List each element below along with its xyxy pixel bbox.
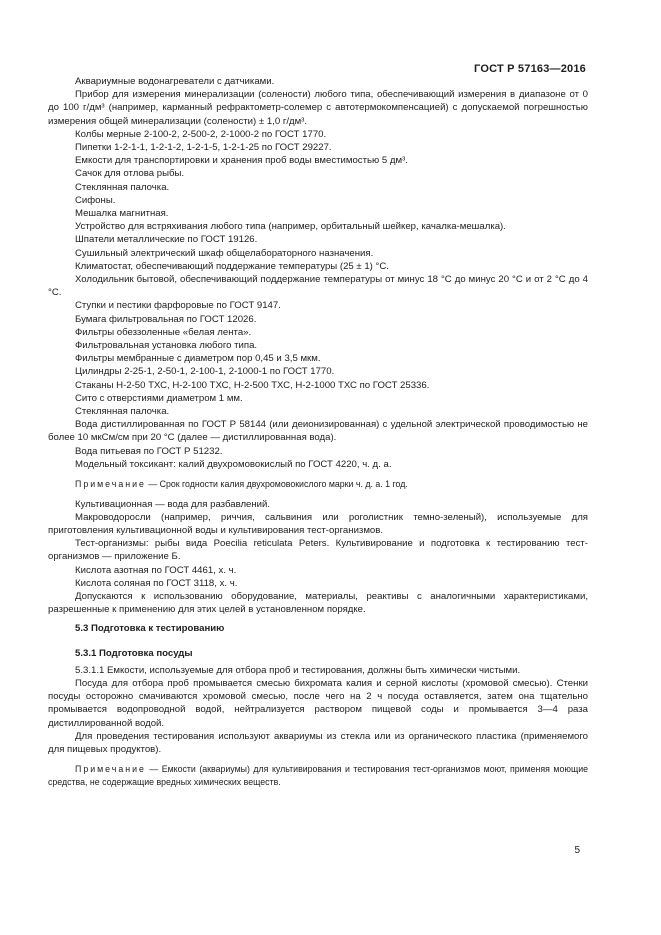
paragraph: Сито с отверстиями диаметром 1 мм.: [75, 392, 243, 404]
paragraph: Климатостат, обеспечивающий поддержание температуры (25 ± 1) °С.: [75, 260, 389, 272]
paragraph: Аквариумные водонагреватели с датчиками.: [75, 76, 275, 87]
note: [48, 763, 588, 788]
note: [48, 478, 588, 490]
paragraph: Сушильный электрический шкаф общелабораторного назначения.: [75, 247, 374, 259]
note-label: Примечание: [75, 479, 146, 490]
paragraph: Цилиндры 2-25-1, 2-50-1, 2-100-1, 2-1000-1 по ГОСТ 1770.: [75, 366, 335, 378]
paragraph: Вода питьевая по ГОСТ Р 51232.: [75, 445, 223, 457]
paragraph: Модельный токсикант: калий двухромовокислый по ГОСТ 4220, ч. д. а.: [75, 458, 392, 470]
paragraph: Холодильник бытовой, обеспечивающий поддержание температуры от минус 18 °С до минус 20 °С и от 2 °С до 4 °С.: [48, 274, 588, 299]
paragraph: Пипетки 1-2-1-1, 1-2-1-2, 1-2-1-5, 1-2-1-25 по ГОСТ 29227.: [75, 142, 332, 154]
paragraph: Кислота соляная по ГОСТ 3118, х. ч.: [75, 577, 238, 589]
paragraph: Стеклянная палочка.: [75, 406, 170, 418]
paragraph: Прибор для измерения минерализации (солености) любого типа, обеспечивающий измерения в диапазоне от 0 до 100 г/дм³ (например, карманный рефрактометр-солемер с автотермокомпенсацией) с допускаемой погрешностью измерения общей минерализации (солености) ± 1,0 г/дм³.: [48, 89, 588, 127]
paragraph: Посуда для отбора проб промывается смесью бихромата калия и серной кислоты (хромовой смесью). Стенки посуды осторожно смачиваются хромовой смесью, после чего на 2 ч посуда оставляется, затем она тщательно промывается водопроводной водой, нейтрализуется раствором пищевой соды и промывается 3—4 раза дистиллированной водой.: [48, 677, 588, 729]
paragraph: Мешалка магнитная.: [75, 208, 169, 220]
paragraph: Шпатели металлические по ГОСТ 19126.: [75, 234, 258, 246]
paragraph: Стеклянная палочка.: [75, 181, 170, 193]
paragraph: Допускаются к использованию оборудование, материалы, реактивы с аналогичными характеристиками, разрешенные к применению для этих целей в установленном порядке.: [48, 590, 588, 616]
note-label: Примечание: [75, 764, 146, 775]
document-body: [48, 76, 588, 795]
paragraph: Колбы мерные 2-100-2, 2-500-2, 2-1000-2 по ГОСТ 1770.: [75, 128, 327, 140]
paragraph: Для проведения тестирования используют аквариумы из стекла или из органического пластика (применяемого для пищевых продуктов).: [48, 730, 588, 755]
paragraph: Культивационная — вода для разбавлений.: [75, 498, 271, 510]
subsection-heading: 5.3.1 Подготовка посуды: [75, 647, 193, 659]
paragraph: Фильтровальная установка любого типа.: [75, 340, 258, 352]
paragraph: Фильтры обеззоленные «белая лента».: [75, 326, 252, 338]
paragraph: Кислота азотная по ГОСТ 4461, х. ч.: [75, 564, 237, 576]
section-heading: 5.3 Подготовка к тестированию: [75, 623, 225, 635]
paragraph: Ступки и пестики фарфоровые по ГОСТ 9147.: [75, 300, 281, 312]
paragraph: 5.3.1.1 Емкости, используемые для отбора проб и тестирования, должны быть химически чистыми.: [75, 664, 521, 676]
paragraph: Макроводоросли (например, риччия, сальвиния или роголистник темно-зеленый), используемые для приготовления культивационной воды и культивирования тест-организмов.: [48, 511, 588, 536]
paragraph: Стаканы Н-2-50 ТХС, Н-2-100 ТХС, Н-2-500 ТХС, Н-2-1000 ТХС по ГОСТ 25336.: [75, 379, 430, 391]
paragraph: Бумага фильтровальная по ГОСТ 12026.: [75, 313, 257, 325]
paragraph: Емкости для транспортировки и хранения проб воды вместимостью 5 дм³.: [75, 155, 408, 167]
page-number: 5: [574, 845, 580, 856]
paragraph: Сифоны.: [75, 194, 116, 206]
note-text: — Срок годности калия двухромовокислого марки ч. д. а. 1 год.: [145, 479, 408, 490]
paragraph: Вода дистиллированная по ГОСТ Р 58144 (или деионизированная) с удельной электрической проводимостью не более 10 мкСм/см при 20 °С (далее — дистиллированная вода).: [48, 419, 588, 444]
note-text: — Емкости (аквариумы) для культивирования и тестирования тест-организмов моют, применяя моющие средства, не содержащие вредных химических веществ.: [48, 764, 588, 787]
paragraph: Фильтры мембранные с диаметром пор 0,45 и 3,5 мкм.: [75, 353, 321, 365]
document-standard-id: ГОСТ Р 57163—2016: [474, 63, 586, 75]
paragraph: Сачок для отлова рыбы.: [75, 168, 185, 180]
paragraph: Тест-организмы: рыбы вида Poecilia reticulata Peters. Культивирование и подготовка к тестированию тест-организмов — приложение Б.: [48, 538, 588, 563]
paragraph: Устройство для встряхивания любого типа (например, орбитальный шейкер, качалка-мешалка).: [75, 221, 506, 233]
